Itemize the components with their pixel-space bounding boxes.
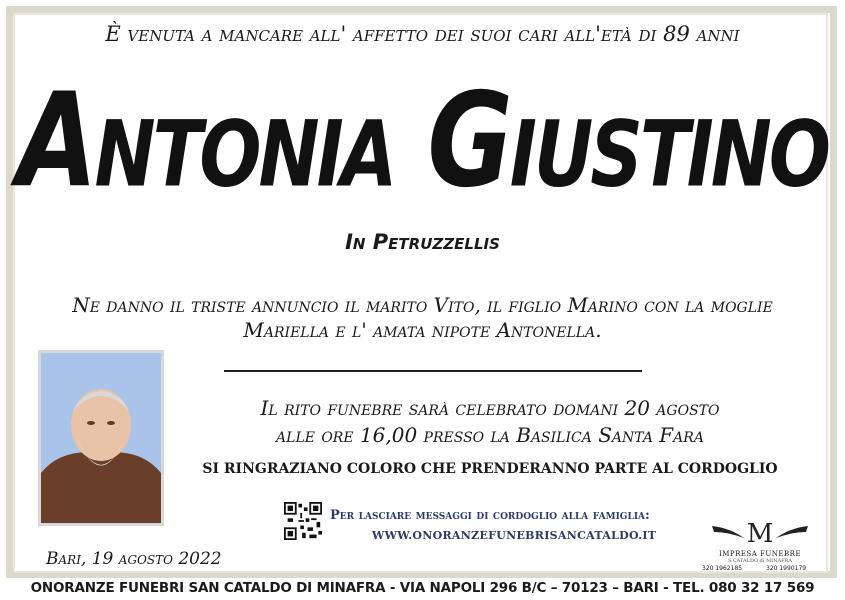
logo-mark: M [746, 519, 774, 546]
married-name: In Petruzzellis [345, 230, 500, 254]
logo-wings-icon [710, 518, 810, 546]
deceased-name: Antonia Giustino [17, 64, 828, 217]
intro-text: È venuta a mancare all' affetto dei suoi cari all'età di 89 anni [105, 22, 740, 46]
logo-line-1: IMPRESA FUNEBRE [718, 550, 802, 558]
phone-number: 320 1962185 [702, 565, 743, 572]
rite-line-1: Il rito funebre sarà celebrato domani 20 agosto [260, 396, 720, 420]
rite-line-2: alle ore 16,00 presso la Basilica Santa Fara [276, 423, 704, 447]
announcement-line-2: Mariella e l' amata nipote Antonella. [243, 318, 602, 342]
place-date: Bari, 19 agosto 2022 [46, 549, 222, 569]
website-link[interactable]: WWW.ONORANZEFUNEBRISANCATALDO.IT [372, 529, 657, 542]
announcement-line-1: Ne danno il triste annuncio il marito Vito, il figlio Marino con la moglie [72, 293, 773, 317]
qr-code-icon[interactable] [284, 502, 322, 540]
logo-line-2: S.CATALDO di MINAFRA [727, 558, 792, 564]
thanks-text: SI RINGRAZIANO COLORO CHE PRENDERANNO PARTE AL CORDOGLIO [202, 461, 778, 477]
phone-number: 320 1990179 [766, 565, 807, 572]
divider [224, 370, 642, 372]
footer-address: ONORANZE FUNEBRI SAN CATALDO DI MINAFRA - VIA NAPOLI 296 B/C – 70123 – BARI - TEL. 080 32 17 569 [30, 580, 815, 596]
message-prompt: Per lasciare messaggi di cordoglio alla famiglia: [330, 508, 650, 523]
